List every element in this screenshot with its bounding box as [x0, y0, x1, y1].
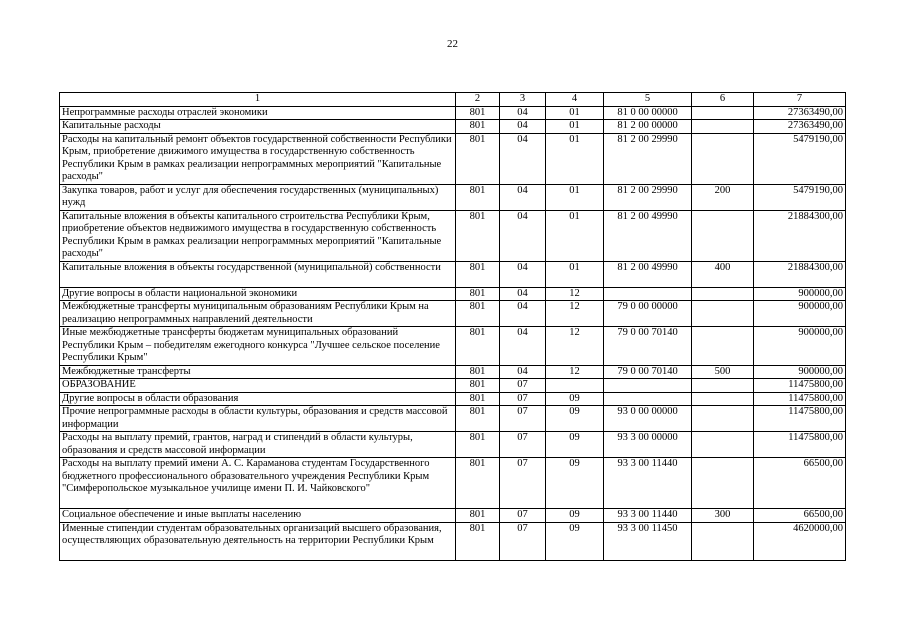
row-code-cell: 801 — [456, 327, 500, 366]
row-code-cell: 79 0 00 70140 — [604, 365, 692, 379]
row-amount-cell: 4620000,00 — [754, 522, 846, 561]
row-code-cell: 01 — [546, 133, 604, 184]
row-code-cell: 93 3 00 00000 — [604, 432, 692, 458]
table-row — [60, 522, 846, 561]
row-code-cell: 93 3 00 11440 — [604, 509, 692, 523]
row-amount-cell: 900000,00 — [754, 327, 846, 366]
row-amount-cell: 11475800,00 — [754, 432, 846, 458]
row-name-cell: Закупка товаров, работ и услуг для обеспечения государственных (муниципальных) нужд — [60, 184, 456, 210]
table-row — [60, 392, 846, 406]
row-code-cell: 81 2 00 29990 — [604, 133, 692, 184]
row-code-cell: 801 — [456, 301, 500, 327]
row-code-cell: 79 0 00 70140 — [604, 327, 692, 366]
row-code-cell — [604, 287, 692, 301]
row-code-cell — [692, 120, 754, 134]
row-code-cell: 07 — [500, 379, 546, 393]
row-code-cell: 81 2 00 49990 — [604, 261, 692, 287]
row-code-cell — [692, 458, 754, 509]
table-row — [60, 432, 846, 458]
row-code-cell: 07 — [500, 509, 546, 523]
row-code-cell — [692, 287, 754, 301]
row-code-cell: 801 — [456, 261, 500, 287]
table-row — [60, 327, 846, 366]
column-header: 3 — [500, 93, 546, 107]
row-code-cell: 09 — [546, 458, 604, 509]
row-code-cell: 801 — [456, 522, 500, 561]
table-body — [60, 106, 846, 561]
row-code-cell: 801 — [456, 287, 500, 301]
table-row — [60, 365, 846, 379]
table-row — [60, 133, 846, 184]
column-header: 1 — [60, 93, 456, 107]
row-code-cell — [604, 392, 692, 406]
row-code-cell — [604, 379, 692, 393]
row-name-cell: Другие вопросы в области национальной экономики — [60, 287, 456, 301]
row-name-cell: Непрограммные расходы отраслей экономики — [60, 106, 456, 120]
row-code-cell: 04 — [500, 106, 546, 120]
row-code-cell: 04 — [500, 287, 546, 301]
row-code-cell: 81 2 00 49990 — [604, 210, 692, 261]
row-code-cell: 801 — [456, 392, 500, 406]
column-header: 5 — [604, 93, 692, 107]
row-code-cell: 04 — [500, 301, 546, 327]
row-amount-cell: 66500,00 — [754, 458, 846, 509]
row-code-cell: 07 — [500, 458, 546, 509]
column-header: 2 — [456, 93, 500, 107]
row-code-cell: 801 — [456, 365, 500, 379]
row-code-cell — [692, 301, 754, 327]
row-code-cell: 79 0 00 00000 — [604, 301, 692, 327]
row-amount-cell: 21884300,00 — [754, 210, 846, 261]
table-row — [60, 379, 846, 393]
table-row — [60, 301, 846, 327]
row-amount-cell: 27363490,00 — [754, 106, 846, 120]
row-amount-cell: 5479190,00 — [754, 133, 846, 184]
row-code-cell: 801 — [456, 379, 500, 393]
row-amount-cell: 11475800,00 — [754, 392, 846, 406]
row-amount-cell: 21884300,00 — [754, 261, 846, 287]
row-name-cell: Капитальные расходы — [60, 120, 456, 134]
row-name-cell: Капитальные вложения в объекты капитального строительства Республики Крым, приобретение объектов недвижимого имущества в государственную собственность Республики Крым в рамках реализации непрограммных мероприятий "Капитальные расходы" — [60, 210, 456, 261]
budget-table — [59, 92, 846, 561]
row-code-cell: 01 — [546, 210, 604, 261]
row-name-cell: Другие вопросы в области образования — [60, 392, 456, 406]
row-name-cell: Расходы на капитальный ремонт объектов государственной собственности Республики Крым, приобретение движимого имущества в государственную собственность Республики Крым в рамках реализации непрограммных мероприятий "Капитальные расходы" — [60, 133, 456, 184]
row-code-cell — [692, 522, 754, 561]
row-code-cell: 801 — [456, 432, 500, 458]
column-header: 7 — [754, 93, 846, 107]
row-code-cell: 500 — [692, 365, 754, 379]
row-code-cell: 200 — [692, 184, 754, 210]
row-code-cell: 01 — [546, 106, 604, 120]
row-code-cell: 801 — [456, 133, 500, 184]
table-row — [60, 287, 846, 301]
row-name-cell: Социальное обеспечение и иные выплаты населению — [60, 509, 456, 523]
row-code-cell: 04 — [500, 327, 546, 366]
row-name-cell: ОБРАЗОВАНИЕ — [60, 379, 456, 393]
row-code-cell: 93 0 00 00000 — [604, 406, 692, 432]
table-row — [60, 120, 846, 134]
row-name-cell: Иные межбюджетные трансферты бюджетам муниципальных образований Республики Крым – победителям ежегодного конкурса "Лучшее сельское поселение Республики Крым" — [60, 327, 456, 366]
row-code-cell: 07 — [500, 432, 546, 458]
row-code-cell: 09 — [546, 522, 604, 561]
row-code-cell: 12 — [546, 327, 604, 366]
row-name-cell: Прочие непрограммные расходы в области культуры, образования и средств массовой информации — [60, 406, 456, 432]
row-code-cell — [692, 406, 754, 432]
row-code-cell: 12 — [546, 365, 604, 379]
row-code-cell — [692, 327, 754, 366]
row-code-cell: 801 — [456, 406, 500, 432]
row-code-cell — [692, 379, 754, 393]
table-header-row — [60, 93, 846, 107]
row-code-cell: 801 — [456, 184, 500, 210]
row-code-cell — [692, 432, 754, 458]
row-code-cell — [546, 379, 604, 393]
row-code-cell: 81 2 00 00000 — [604, 120, 692, 134]
row-code-cell: 04 — [500, 365, 546, 379]
row-code-cell: 300 — [692, 509, 754, 523]
row-amount-cell: 900000,00 — [754, 365, 846, 379]
row-name-cell: Расходы на выплату премий, грантов, наград и стипендий в области культуры, образования и средств массовой информации — [60, 432, 456, 458]
row-code-cell: 09 — [546, 432, 604, 458]
row-amount-cell: 11475800,00 — [754, 379, 846, 393]
table-row — [60, 458, 846, 509]
table-row — [60, 210, 846, 261]
row-code-cell: 04 — [500, 120, 546, 134]
row-code-cell: 04 — [500, 210, 546, 261]
row-code-cell: 04 — [500, 133, 546, 184]
table-row — [60, 509, 846, 523]
row-code-cell: 801 — [456, 458, 500, 509]
row-code-cell — [692, 392, 754, 406]
row-code-cell — [692, 133, 754, 184]
row-code-cell: 801 — [456, 120, 500, 134]
row-code-cell: 801 — [456, 509, 500, 523]
row-name-cell: Межбюджетные трансферты — [60, 365, 456, 379]
row-code-cell: 81 2 00 29990 — [604, 184, 692, 210]
row-code-cell: 01 — [546, 261, 604, 287]
row-name-cell: Капитальные вложения в объекты государственной (муниципальной) собственности — [60, 261, 456, 287]
row-code-cell: 93 3 00 11450 — [604, 522, 692, 561]
row-code-cell: 09 — [546, 392, 604, 406]
row-code-cell: 12 — [546, 301, 604, 327]
table-row — [60, 184, 846, 210]
row-code-cell: 09 — [546, 406, 604, 432]
row-amount-cell: 900000,00 — [754, 287, 846, 301]
row-code-cell: 801 — [456, 106, 500, 120]
row-name-cell: Именные стипендии студентам образовательных организаций высшего образования, осуществляющих образовательную деятельность на территории Республики Крым — [60, 522, 456, 561]
row-name-cell: Расходы на выплату премий имени А. С. Караманова студентам Государственного бюджетного профессионального образовательного учреждения Республики Крым "Симферопольское музыкальное училище имени П. И. Чайковского" — [60, 458, 456, 509]
row-code-cell: 07 — [500, 522, 546, 561]
row-code-cell: 01 — [546, 120, 604, 134]
row-amount-cell: 27363490,00 — [754, 120, 846, 134]
row-code-cell: 07 — [500, 406, 546, 432]
row-code-cell — [692, 210, 754, 261]
row-amount-cell: 900000,00 — [754, 301, 846, 327]
row-name-cell: Межбюджетные трансферты муниципальным образованиям Республики Крым на реализацию непрограммных направлений деятельности — [60, 301, 456, 327]
row-code-cell: 93 3 00 11440 — [604, 458, 692, 509]
row-code-cell: 04 — [500, 184, 546, 210]
table-row — [60, 261, 846, 287]
row-amount-cell: 5479190,00 — [754, 184, 846, 210]
table-row — [60, 406, 846, 432]
row-code-cell: 01 — [546, 184, 604, 210]
row-code-cell: 04 — [500, 261, 546, 287]
row-code-cell: 81 0 00 00000 — [604, 106, 692, 120]
row-code-cell: 801 — [456, 210, 500, 261]
column-header: 4 — [546, 93, 604, 107]
column-header: 6 — [692, 93, 754, 107]
row-code-cell: 07 — [500, 392, 546, 406]
row-code-cell: 12 — [546, 287, 604, 301]
page-number: 22 — [447, 38, 458, 50]
row-code-cell: 400 — [692, 261, 754, 287]
row-amount-cell: 11475800,00 — [754, 406, 846, 432]
row-amount-cell: 66500,00 — [754, 509, 846, 523]
row-code-cell — [692, 106, 754, 120]
table-row — [60, 106, 846, 120]
row-code-cell: 09 — [546, 509, 604, 523]
